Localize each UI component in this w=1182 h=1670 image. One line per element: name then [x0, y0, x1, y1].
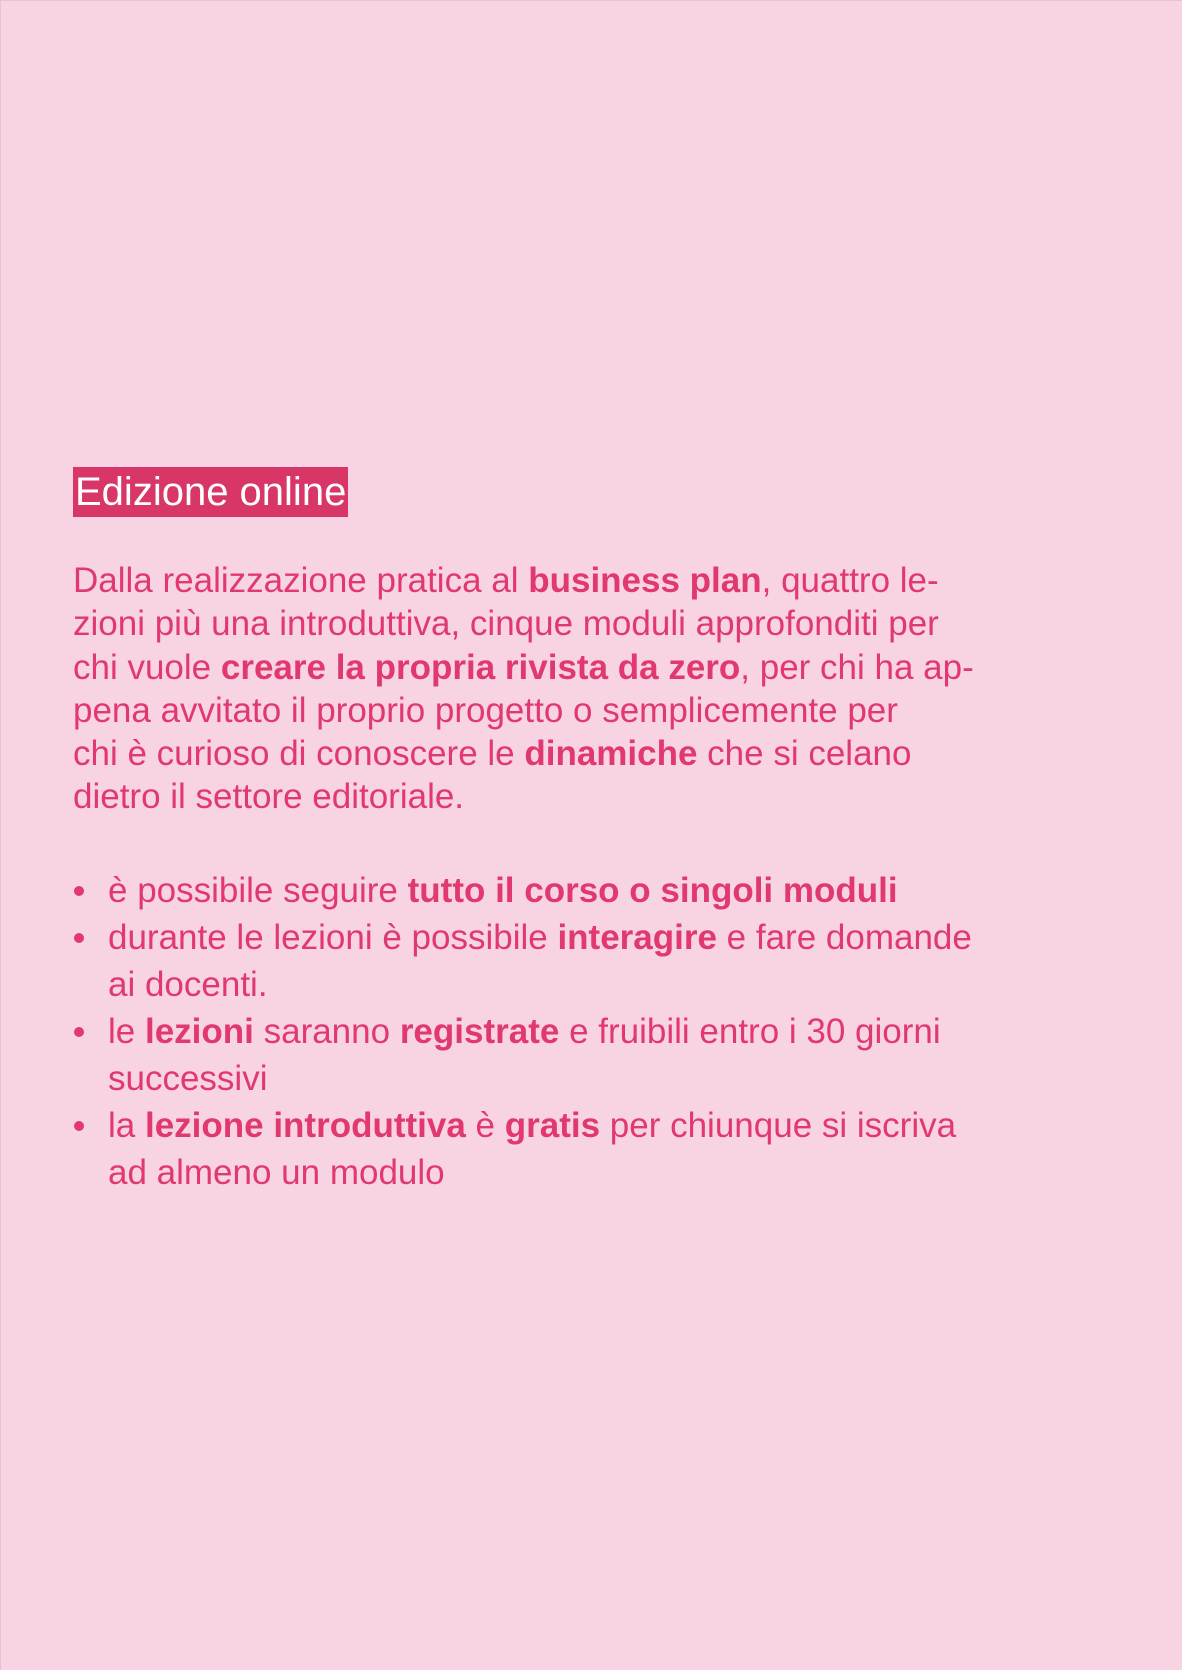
paragraph-line: [73, 602, 1123, 645]
section-title: Edizione online: [73, 467, 348, 517]
text-run: Dalla realizzazione pratica al: [73, 561, 529, 600]
bullet-icon: [74, 933, 84, 943]
paragraph-line: [73, 732, 1123, 775]
text-run: durante le lezioni è possibile: [108, 918, 558, 957]
text-run: , per chi ha ap-: [740, 647, 974, 687]
text-run: è: [465, 1106, 505, 1145]
text-run: e fare domande: [716, 918, 972, 957]
list-item-line: [108, 1149, 1133, 1196]
paragraph-line: [73, 775, 1123, 818]
text-run: ai docenti.: [108, 965, 268, 1004]
emphasis-text: creare la propria rivista da zero: [220, 647, 741, 687]
emphasis-text: interagire: [557, 918, 717, 957]
emphasis-text: lezioni: [144, 1012, 254, 1051]
emphasis-text: gratis: [504, 1106, 601, 1145]
emphasis-text: tutto il corso o singoli moduli: [407, 871, 898, 910]
text-run: che si celano: [697, 734, 912, 774]
list-item: [73, 1008, 1133, 1102]
emphasis-text: lezione introduttiva: [144, 1106, 466, 1145]
intro-paragraph: [73, 559, 1123, 819]
list-item-line: [108, 1008, 1133, 1055]
list-item: [73, 867, 1133, 914]
text-run: dietro il settore editoriale.: [73, 777, 465, 817]
list-item-line: [108, 1055, 1133, 1102]
list-item-line: [108, 1102, 1133, 1149]
list-item-line: [108, 961, 1133, 1008]
text-run: saranno: [253, 1012, 400, 1051]
emphasis-text: business plan: [528, 561, 762, 600]
text-run: , quattro le-: [761, 561, 939, 600]
bullet-icon: [74, 1027, 84, 1037]
bullet-icon: [74, 1121, 84, 1131]
bullet-icon: [74, 886, 84, 896]
list-item: [73, 1102, 1133, 1196]
text-run: la: [108, 1106, 145, 1145]
paragraph-line: [73, 559, 1123, 602]
text-run: le: [108, 1012, 145, 1051]
text-run: chi è curioso di conoscere le: [73, 734, 525, 774]
paragraph-line: [73, 646, 1123, 689]
emphasis-text: dinamiche: [524, 734, 698, 774]
list-item-line: [108, 867, 1133, 914]
paragraph-line: [73, 689, 1123, 732]
list-item-line: [108, 914, 1133, 961]
emphasis-text: registrate: [399, 1012, 560, 1051]
text-run: ad almeno un modulo: [108, 1153, 445, 1192]
text-run: zioni più una introduttiva, cinque moduli approfonditi per: [73, 604, 939, 644]
text-run: è possibile seguire: [108, 871, 408, 910]
features-list: [73, 867, 1133, 1196]
text-run: successivi: [108, 1059, 268, 1098]
text-run: per chiunque si iscriva: [600, 1106, 957, 1145]
list-item: [73, 914, 1133, 1008]
text-run: pena avvitato il proprio progetto o semplicemente per: [73, 690, 898, 730]
text-run: e fruibili entro i 30 giorni: [559, 1012, 941, 1051]
text-run: chi vuole: [73, 647, 221, 687]
